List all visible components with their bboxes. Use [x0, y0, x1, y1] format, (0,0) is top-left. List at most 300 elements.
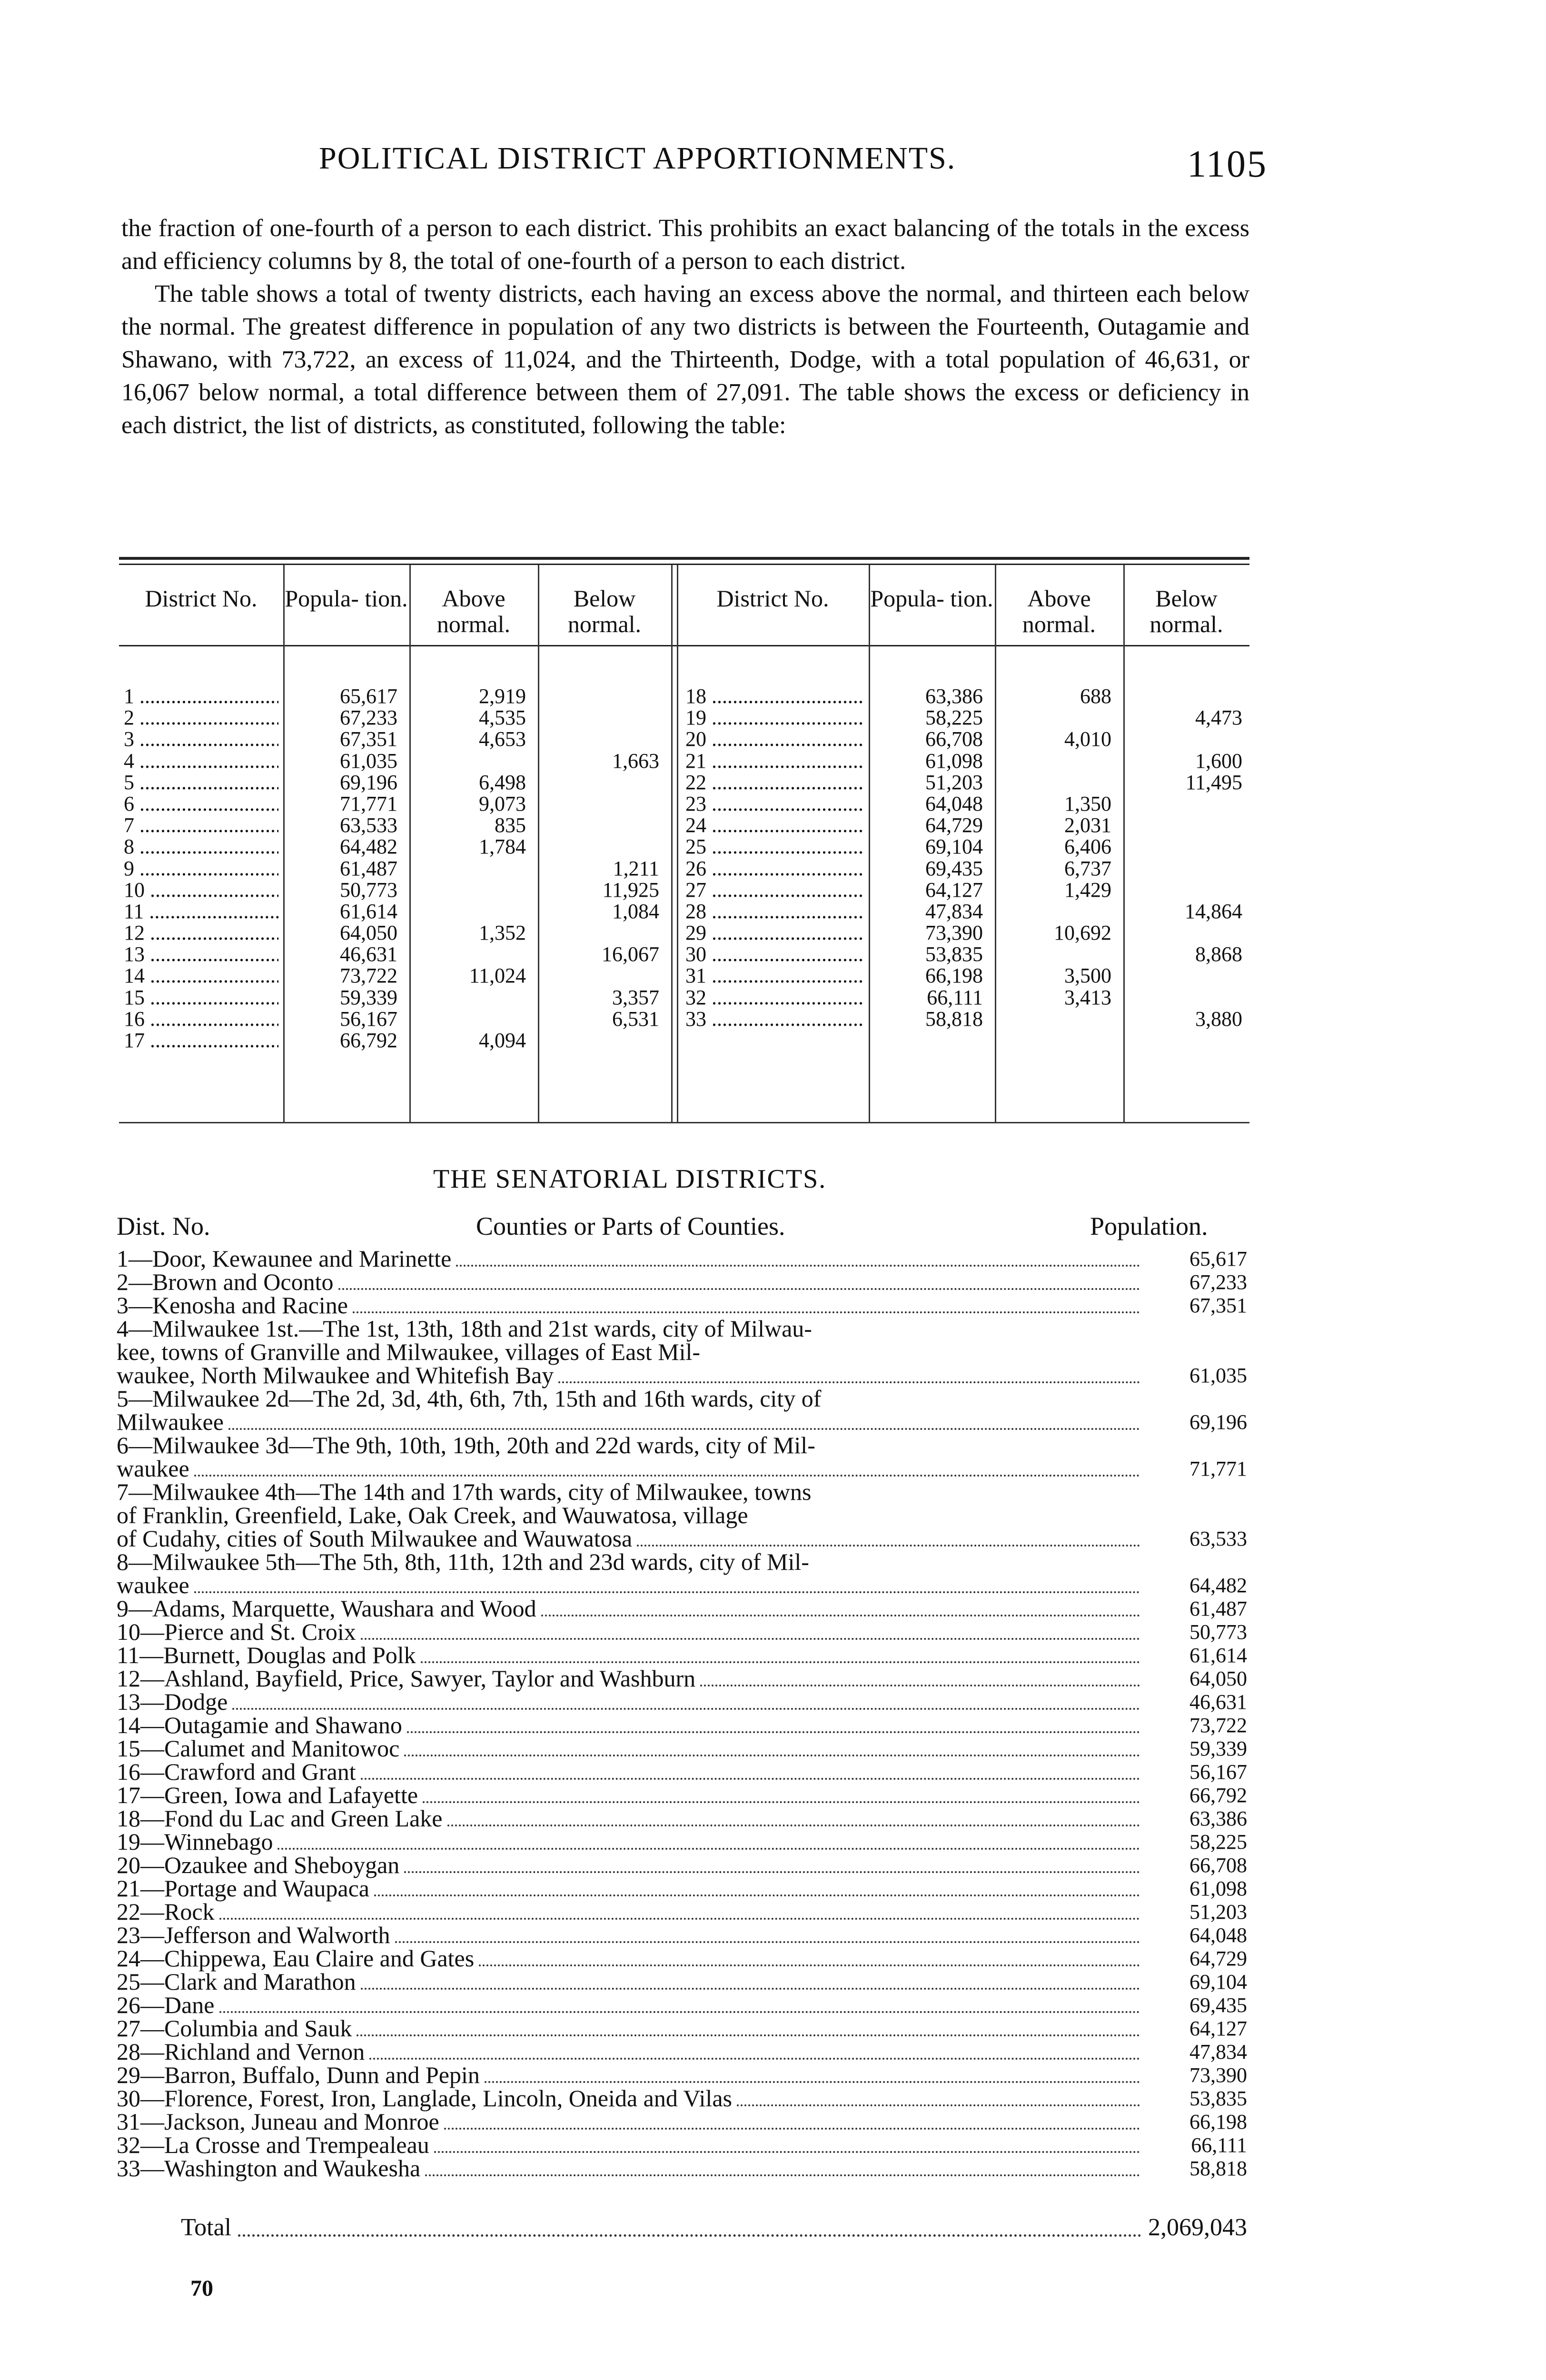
- below-normal-value: [1123, 793, 1242, 814]
- district-counties: 8—Milwaukee 5th—The 5th, 8th, 11th, 12th and 23d wards, city of Mil-: [117, 1548, 809, 1575]
- below-normal-value: 3,880: [1195, 1007, 1242, 1031]
- dot-leader: [361, 1777, 1140, 1780]
- above-normal-value: [409, 750, 526, 772]
- dot-leader: [374, 1894, 1140, 1896]
- district-number: 1 .....: [124, 685, 278, 707]
- below-normal-value: 11,495: [1185, 770, 1242, 794]
- column-divider: [671, 565, 673, 1123]
- district-row: [117, 1340, 1247, 1364]
- dot-leader: [425, 2174, 1140, 2176]
- district-row: [117, 1854, 1247, 1877]
- above-normal-value: 1,350: [1064, 792, 1111, 815]
- below-normal-value: 1,084: [612, 899, 659, 923]
- district-population: 69,435: [1189, 1993, 1247, 2017]
- dot-leader: [338, 1288, 1140, 1290]
- running-title: POLITICAL DISTRICT APPORTIONMENTS.: [319, 141, 956, 176]
- district-row: [117, 1597, 1247, 1620]
- table-rule: [119, 645, 1249, 646]
- dot-leader: [232, 1707, 1140, 1710]
- intro-text: [121, 212, 1249, 442]
- dot-leader: [238, 2234, 1141, 2237]
- above-normal-value: 3,500: [1064, 964, 1111, 988]
- dot-leader: [228, 1428, 1140, 1430]
- district-number: 3 .....: [124, 728, 278, 750]
- district-row: [117, 2087, 1247, 2110]
- population-value: 71,771: [340, 792, 397, 815]
- dot-leader: [541, 1614, 1140, 1616]
- district-counties: 6—Milwaukee 3d—The 9th, 10th, 19th, 20th and 22d wards, city of Mil-: [117, 1432, 815, 1458]
- right-below-column: [1123, 685, 1242, 1030]
- district-population: 58,225: [1189, 1830, 1247, 1854]
- population-value: 65,617: [340, 684, 397, 708]
- district-number: 31 .....: [685, 965, 864, 986]
- district-number: 20 .....: [685, 728, 864, 750]
- below-normal-value: 11,925: [602, 878, 659, 902]
- dot-leader: [194, 1474, 1140, 1477]
- district-counties: waukee: [117, 1455, 189, 1482]
- dot-leader: [421, 1661, 1140, 1663]
- district-population: 51,203: [1189, 1900, 1247, 1924]
- below-normal-value: [538, 836, 659, 857]
- population-value: 69,435: [925, 856, 983, 880]
- below-normal-value: [1123, 728, 1242, 750]
- left-below-column: [538, 685, 659, 1051]
- district-number: 22 .....: [685, 772, 864, 793]
- above-normal-value: [409, 879, 526, 901]
- population-value: 61,035: [340, 749, 397, 773]
- below-normal-value: [538, 685, 659, 707]
- district-row: [117, 1760, 1247, 1784]
- district-population: 71,771: [1189, 1457, 1247, 1480]
- above-normal-value: 4,010: [1064, 727, 1111, 751]
- above-normal-value: 2,031: [1064, 813, 1111, 837]
- district-row: [117, 2040, 1247, 2063]
- above-normal-value: 835: [495, 813, 526, 837]
- dot-leader: [444, 2127, 1140, 2130]
- district-number: 16 .....: [124, 1008, 278, 1030]
- population-value: 53,835: [925, 942, 983, 966]
- dot-leader: [434, 2151, 1140, 2153]
- district-population: 73,722: [1189, 1714, 1247, 1737]
- dot-leader: [423, 1801, 1140, 1803]
- district-counties: 13—Dodge: [117, 1688, 228, 1715]
- district-row: [117, 1317, 1247, 1340]
- district-population: 58,818: [1189, 2157, 1247, 2180]
- total-row: [181, 2213, 1247, 2241]
- senatorial-title: THE SENATORIAL DISTRICTS.: [433, 1164, 827, 1194]
- below-normal-value: [1123, 685, 1242, 707]
- total-label: Total: [181, 2214, 232, 2241]
- dot-leader: [404, 1754, 1140, 1756]
- dot-leader: [737, 2104, 1140, 2106]
- district-population: 66,111: [1191, 2133, 1247, 2157]
- left-population-column: [283, 685, 397, 1051]
- below-normal-value: [1123, 814, 1242, 836]
- intro-paragraph-2: The table shows a total of twenty districts, each having an excess above the normal, and thirteen each below the normal. The greatest difference in population of any two districts is between the Fourteenth, Outagamie and Shawano, with 73,722, an excess of 11,024, and the Thirteenth, Dodge, with a total population of 46,631, or 16,067 below normal, a total difference between them of 27,091. The table shows the excess or deficiency in each district, the list of districts, as constituted, following the table:: [121, 280, 1249, 439]
- district-number: 10 .....: [124, 879, 278, 901]
- district-number: 12 .....: [124, 922, 278, 943]
- dot-leader: [485, 2081, 1140, 2083]
- district-row: [117, 1644, 1247, 1667]
- district-population: 64,482: [1189, 1574, 1247, 1597]
- district-row: [117, 1924, 1247, 1947]
- district-number: 27 .....: [685, 879, 864, 901]
- header-dist-no: Dist. No.: [117, 1212, 210, 1240]
- district-counties: 27—Columbia and Sauk: [117, 2015, 352, 2042]
- dot-leader: [456, 1264, 1140, 1267]
- district-population: 50,773: [1189, 1620, 1247, 1644]
- district-counties: 26—Dane: [117, 1992, 215, 2018]
- district-counties: 33—Washington and Waukesha: [117, 2155, 421, 2182]
- below-normal-value: [538, 965, 659, 986]
- district-number: 33 .....: [685, 1008, 864, 1030]
- district-row: [117, 1784, 1247, 1807]
- district-number: 8 .....: [124, 836, 278, 857]
- district-row: [117, 2017, 1247, 2040]
- district-row: [117, 1457, 1247, 1480]
- right-above-column: [995, 685, 1111, 1030]
- page-number: 1105: [1187, 143, 1268, 185]
- district-counties: 31—Jackson, Juneau and Monroe: [117, 2108, 439, 2135]
- population-value: 61,487: [340, 856, 397, 880]
- district-counties: 20—Ozaukee and Sheboygan: [117, 1852, 400, 1878]
- district-counties: 10—Pierce and St. Croix: [117, 1618, 356, 1645]
- district-counties: 15—Calumet and Manitowoc: [117, 1735, 400, 1762]
- district-number: 5 .....: [124, 772, 278, 793]
- above-normal-value: 10,692: [1054, 921, 1111, 945]
- district-counties: Milwaukee: [117, 1408, 224, 1435]
- district-row: [117, 1574, 1247, 1597]
- district-population: 64,127: [1189, 2017, 1247, 2040]
- population-value: 64,482: [340, 835, 397, 859]
- district-counties: waukee: [117, 1572, 189, 1598]
- header-district-no-right: District No.: [716, 585, 829, 612]
- district-number: 32 .....: [685, 987, 864, 1008]
- table-rule: [119, 557, 1249, 560]
- population-value: 69,104: [925, 835, 983, 859]
- below-normal-value: [1123, 836, 1242, 857]
- district-population: 61,487: [1189, 1597, 1247, 1620]
- above-normal-value: [995, 1008, 1111, 1030]
- district-number: 21 .....: [685, 750, 864, 772]
- column-divider: [677, 565, 678, 1123]
- district-row: [117, 1993, 1247, 2017]
- district-population: 56,167: [1189, 1760, 1247, 1784]
- district-row: [117, 2110, 1247, 2133]
- district-counties: 5—Milwaukee 2d—The 2d, 3d, 4th, 6th, 7th, 15th and 16th wards, city of: [117, 1385, 822, 1412]
- above-normal-value: [995, 750, 1111, 772]
- below-normal-value: 1,663: [612, 749, 659, 773]
- above-normal-value: 4,535: [479, 706, 526, 730]
- dot-leader: [479, 1964, 1140, 1966]
- header-above-normal: Above normal.: [436, 585, 511, 637]
- population-value: 59,339: [340, 985, 397, 1009]
- above-normal-value: 2,919: [479, 684, 526, 708]
- above-normal-value: [995, 901, 1111, 922]
- below-normal-value: [1123, 879, 1242, 901]
- dot-leader: [558, 1381, 1140, 1383]
- population-value: 61,098: [925, 749, 983, 773]
- above-normal-value: 11,024: [469, 964, 526, 988]
- population-value: 63,386: [925, 684, 983, 708]
- header-population: Population.: [1090, 1212, 1208, 1240]
- district-population: 61,614: [1189, 1644, 1247, 1667]
- below-normal-value: 16,067: [602, 942, 659, 966]
- dot-leader: [407, 1731, 1140, 1733]
- district-row: [117, 1877, 1247, 1900]
- district-counties: 21—Portage and Waupaca: [117, 1875, 369, 1902]
- district-population: 73,390: [1189, 2063, 1247, 2087]
- district-counties: 1—Door, Kewaunee and Marinette: [117, 1245, 452, 1272]
- dot-leader: [369, 2057, 1140, 2060]
- district-number: 2 .....: [124, 707, 278, 728]
- district-number: 7 .....: [124, 814, 278, 836]
- above-normal-value: 3,413: [1064, 985, 1111, 1009]
- district-counties: 14—Outagamie and Shawano: [117, 1712, 402, 1738]
- dot-leader: [404, 1871, 1140, 1873]
- above-normal-value: [409, 1008, 526, 1030]
- population-value: 61,614: [340, 899, 397, 923]
- district-counties: 30—Florence, Forest, Iron, Langlade, Lincoln, Oneida and Vilas: [117, 2085, 732, 2112]
- above-normal-value: [409, 943, 526, 965]
- dot-leader: [395, 1941, 1140, 1943]
- district-row: [117, 1434, 1247, 1457]
- district-counties: 19—Winnebago: [117, 1828, 273, 1855]
- district-number: 26 .....: [685, 858, 864, 879]
- dot-leader: [447, 1824, 1140, 1826]
- district-population: 67,351: [1189, 1294, 1247, 1317]
- district-row: [117, 1247, 1247, 1270]
- district-population: 63,386: [1189, 1807, 1247, 1830]
- dot-leader: [361, 1987, 1140, 1990]
- district-row: [117, 1807, 1247, 1830]
- district-number: 29 .....: [685, 922, 864, 943]
- district-number: 9 .....: [124, 858, 278, 879]
- district-number: 6 .....: [124, 793, 278, 814]
- above-normal-value: 1,429: [1064, 878, 1111, 902]
- district-population: 69,104: [1189, 1970, 1247, 1993]
- population-value: 66,792: [340, 1029, 397, 1052]
- district-row: [117, 1714, 1247, 1737]
- district-row: [117, 2133, 1247, 2157]
- below-normal-value: [538, 772, 659, 793]
- population-value: 50,773: [340, 878, 397, 902]
- table-rule: [119, 1122, 1249, 1123]
- district-row: [117, 1900, 1247, 1924]
- header-below-normal-right: Below normal.: [1150, 585, 1223, 637]
- district-counties: waukee, North Milwaukee and Whitefish Bay: [117, 1362, 554, 1388]
- below-normal-value: 1,211: [613, 856, 659, 880]
- intro-paragraph-1: the fraction of one-fourth of a person to each district. This prohibits an exact balancing of the totals in the excess and efficiency columns by 8, the total of one-fourth of a person to each district.: [121, 215, 1249, 275]
- senatorial-district-list: [117, 1247, 1247, 2180]
- right-population-column: [869, 685, 983, 1030]
- district-population: 65,617: [1189, 1247, 1247, 1270]
- below-normal-value: 1,600: [1195, 749, 1242, 773]
- table-rule: [119, 564, 1249, 565]
- district-counties: 25—Clark and Marathon: [117, 1968, 356, 1995]
- district-counties: 17—Green, Iowa and Lafayette: [117, 1782, 418, 1808]
- district-row: [117, 1364, 1247, 1387]
- district-counties: 32—La Crosse and Trempealeau: [117, 2132, 429, 2158]
- population-value: 64,048: [925, 792, 983, 815]
- district-counties: 4—Milwaukee 1st.—The 1st, 13th, 18th and 21st wards, city of Milwau-: [117, 1315, 812, 1342]
- dot-leader: [194, 1591, 1140, 1593]
- header-below-normal: Below normal.: [567, 585, 642, 637]
- district-row: [117, 1294, 1247, 1317]
- below-normal-value: [1123, 965, 1242, 986]
- above-normal-value: 4,653: [479, 727, 526, 751]
- district-counties: 9—Adams, Marquette, Waushara and Wood: [117, 1595, 536, 1622]
- district-row: [117, 1387, 1247, 1410]
- above-normal-value: 1,352: [479, 921, 526, 945]
- district-number: 4 .....: [124, 750, 278, 772]
- population-value: 46,631: [340, 942, 397, 966]
- population-value: 64,050: [340, 921, 397, 945]
- above-normal-value: 9,073: [479, 792, 526, 815]
- population-value: 67,351: [340, 727, 397, 751]
- district-counties: 23—Jefferson and Walworth: [117, 1922, 390, 1948]
- district-population: 46,631: [1189, 1690, 1247, 1714]
- above-normal-value: [409, 987, 526, 1008]
- below-normal-value: [538, 728, 659, 750]
- district-population: 64,729: [1189, 1947, 1247, 1970]
- population-value: 66,111: [927, 985, 983, 1009]
- district-population: 59,339: [1189, 1737, 1247, 1760]
- population-value: 63,533: [340, 813, 397, 837]
- population-value: 51,203: [925, 770, 983, 794]
- district-row: [117, 2157, 1247, 2180]
- population-value: 64,127: [925, 878, 983, 902]
- population-value: 47,834: [925, 899, 983, 923]
- district-counties: 3—Kenosha and Racine: [117, 1292, 348, 1319]
- district-number: 19 .....: [685, 707, 864, 728]
- population-value: 66,198: [925, 964, 983, 988]
- district-row: [117, 1947, 1247, 1970]
- header-population-right: Popula- tion.: [870, 585, 993, 612]
- page-header: [119, 140, 1268, 185]
- district-population: 61,035: [1189, 1364, 1247, 1387]
- left-district-column: [124, 685, 278, 1051]
- district-row: [117, 1667, 1247, 1690]
- dot-leader: [637, 1544, 1140, 1547]
- right-district-column: [685, 685, 864, 1030]
- district-counties: 16—Crawford and Grant: [117, 1758, 356, 1785]
- header-counties: Counties or Parts of Counties.: [476, 1212, 785, 1240]
- district-number: 15 .....: [124, 987, 278, 1008]
- above-normal-value: [409, 858, 526, 879]
- above-normal-value: 6,737: [1064, 856, 1111, 880]
- dot-leader: [353, 1311, 1140, 1313]
- population-value: 58,818: [925, 1007, 983, 1031]
- below-normal-value: [538, 707, 659, 728]
- district-row: [117, 1410, 1247, 1434]
- district-number: 13 .....: [124, 943, 278, 965]
- district-population: 63,533: [1189, 1527, 1247, 1550]
- district-number: 14 .....: [124, 965, 278, 986]
- left-above-column: [409, 685, 526, 1051]
- below-normal-value: [538, 793, 659, 814]
- district-number: 25 .....: [685, 836, 864, 857]
- district-population: 66,708: [1189, 1854, 1247, 1877]
- district-row: [117, 1737, 1247, 1760]
- below-normal-value: 4,473: [1195, 706, 1242, 730]
- district-row: [117, 1504, 1247, 1527]
- district-number: 11 .....: [124, 901, 278, 922]
- district-row: [117, 1970, 1247, 1993]
- signature-mark: 70: [190, 2276, 213, 2301]
- below-normal-value: [538, 814, 659, 836]
- district-counties: of Franklin, Greenfield, Lake, Oak Creek, and Wauwatosa, village: [117, 1502, 748, 1528]
- population-value: 73,722: [340, 964, 397, 988]
- below-normal-value: 6,531: [612, 1007, 659, 1031]
- district-number: 30 .....: [685, 943, 864, 965]
- header-district-no: District No.: [145, 585, 258, 612]
- district-population: 47,834: [1189, 2040, 1247, 2063]
- district-counties: 7—Milwaukee 4th—The 14th and 17th wards, city of Milwaukee, towns: [117, 1478, 812, 1505]
- population-value: 66,708: [925, 727, 983, 751]
- district-number: 24 .....: [685, 814, 864, 836]
- total-value: 2,069,043: [1148, 2214, 1247, 2241]
- population-value: 56,167: [340, 1007, 397, 1031]
- below-normal-value: [1123, 987, 1242, 1008]
- district-counties: 12—Ashland, Bayfield, Price, Sawyer, Taylor and Washburn: [117, 1665, 696, 1692]
- dot-leader: [219, 1917, 1140, 1920]
- district-population: 53,835: [1189, 2087, 1247, 2110]
- district-row: [117, 1830, 1247, 1854]
- dot-leader: [361, 1637, 1140, 1640]
- above-normal-value: [995, 943, 1111, 965]
- district-row: [117, 1480, 1247, 1504]
- above-normal-value: 688: [1080, 684, 1111, 708]
- district-row: [117, 1550, 1247, 1574]
- below-normal-value: 14,864: [1185, 899, 1242, 923]
- above-normal-value: [995, 707, 1111, 728]
- dot-leader: [700, 1684, 1140, 1686]
- apportionment-table: [119, 557, 1249, 1123]
- district-number: 23 .....: [685, 793, 864, 814]
- above-normal-value: 4,094: [479, 1029, 526, 1052]
- district-population: 64,050: [1189, 1667, 1247, 1690]
- dot-leader: [277, 1847, 1140, 1850]
- district-counties: 11—Burnett, Douglas and Polk: [117, 1642, 416, 1668]
- district-number: 17 .....: [124, 1030, 278, 1051]
- above-normal-value: [995, 772, 1111, 793]
- district-counties: 2—Brown and Oconto: [117, 1269, 334, 1295]
- district-counties: 29—Barron, Buffalo, Dunn and Pepin: [117, 2062, 480, 2088]
- district-counties: 24—Chippewa, Eau Claire and Gates: [117, 1945, 475, 1972]
- below-normal-value: [1123, 922, 1242, 943]
- district-counties: kee, towns of Granville and Milwaukee, villages of East Mil-: [117, 1339, 701, 1365]
- above-normal-value: 6,406: [1064, 835, 1111, 859]
- district-counties: 28—Richland and Vernon: [117, 2038, 365, 2065]
- population-value: 58,225: [925, 706, 983, 730]
- district-number: 18 .....: [685, 685, 864, 707]
- district-row: [117, 1270, 1247, 1294]
- population-value: 67,233: [340, 706, 397, 730]
- district-row: [117, 2063, 1247, 2087]
- district-population: 67,233: [1189, 1270, 1247, 1294]
- district-row: [117, 1620, 1247, 1644]
- header-above-normal-right: Above normal.: [1022, 585, 1096, 637]
- district-population: 64,048: [1189, 1924, 1247, 1947]
- below-normal-value: [1123, 858, 1242, 879]
- district-counties: 22—Rock: [117, 1898, 215, 1925]
- district-population: 61,098: [1189, 1877, 1247, 1900]
- district-population: 66,198: [1189, 2110, 1247, 2133]
- above-normal-value: 6,498: [479, 770, 526, 794]
- district-row: [117, 1690, 1247, 1714]
- district-population: 66,792: [1189, 1784, 1247, 1807]
